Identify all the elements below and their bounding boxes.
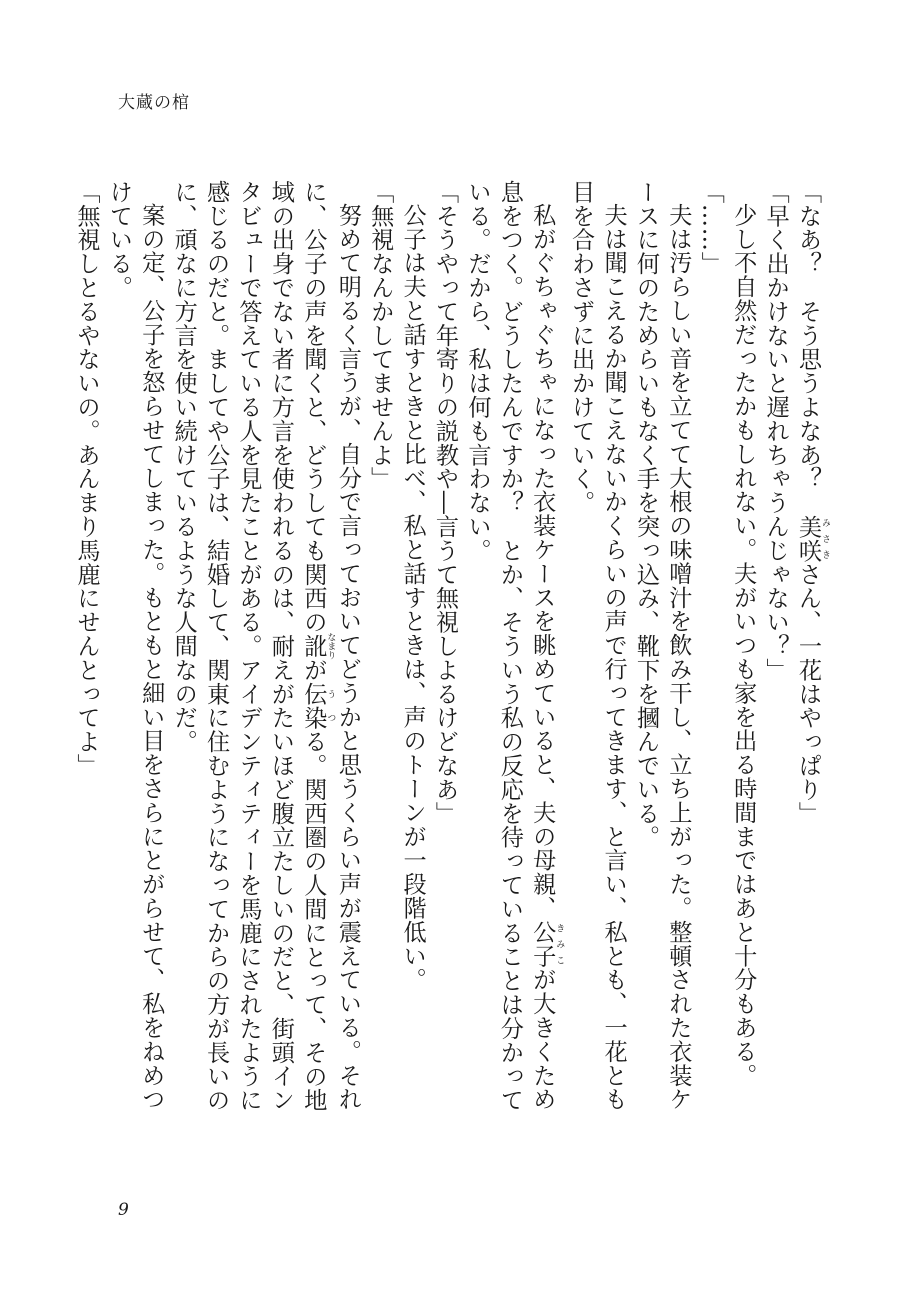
paragraph-p10 [363, 180, 395, 1120]
text-segment: さん、一花はやっぱり」 [794, 562, 822, 826]
ruby-reading: きみこ [554, 920, 565, 968]
body-text [70, 180, 830, 1120]
paragraph-p5 [629, 180, 694, 1120]
ruby-word [299, 632, 336, 660]
page-number: 9 [118, 1200, 129, 1220]
text-segment: 私がぐちゃぐちゃになった衣装ケースを眺めていると、夫の母親、 [528, 203, 556, 921]
running-head: 大蔵の棺 [118, 93, 190, 113]
text-segment: 「……」 [697, 180, 725, 276]
paragraph-p12 [102, 180, 167, 1120]
paragraph-p4 [694, 180, 726, 1120]
paragraph-p11 [167, 180, 364, 1120]
paragraph-p13 [70, 180, 102, 1120]
ruby-reading: みさき [820, 514, 830, 563]
ruby-base: 伝染 [299, 681, 327, 730]
text-segment: る。関西圏の人間にとって、その地域の出身でない者に方言を使われるのは、耐えがたいほど腹立たしいのだと、街頭インタビューで答えている人を見たことがある。アイデンティティーを馬鹿にされたように感じるのだと。ましてや公子は、結婚して、関東に住むようになってからの方が長いのに、頑なに方言を使い続けているような人間なのだ。 [170, 180, 327, 1113]
text-segment: 「無視しとるやないの。あんまり馬鹿にせんとってよ」 [72, 180, 100, 778]
text-segment: 夫は汚らしい音を立てて大根の味噌汁を飲み干し、立ち上がった。整頓された衣装ケースに何のためらいもなく手を突っ込み、靴下を摑んでいる。 [632, 180, 692, 1112]
ruby-reading: うつ [325, 681, 336, 730]
paragraph-p2 [759, 180, 791, 1120]
text-segment: 「なあ？ そう思うよなあ？ [794, 180, 822, 515]
ruby-base: 公子 [528, 920, 556, 968]
text-segment: 公子は夫と話すときと比べ、私と話すときは、声のトーンが一段階低い。 [399, 203, 427, 992]
ruby-word [794, 514, 830, 563]
text-segment: 「そうやって年寄りの説教や―言うて無視しよるけどなあ」 [431, 180, 459, 826]
ruby-word [299, 681, 336, 730]
text-segment: 少し不自然だったかもしれない。夫がいつも家を出る時間まではあと十分もある。 [729, 203, 757, 1088]
text-segment: 「無視なんかしてませんよ」 [366, 180, 394, 491]
text-segment: 案の定、公子を怒らせてしまった。もともと細い目をさらにとがらせて、私をねめつけている。 [105, 180, 165, 1112]
text-segment: 努めて明るく言うが、自分で言っておいてどうかと思うくらい声が震えている。それに、公子の声を聞くと、どうしても関西の [299, 180, 362, 1112]
paragraph-p6 [564, 180, 629, 1120]
text-segment: が [299, 658, 327, 682]
ruby-base: 美咲 [794, 514, 822, 563]
text-segment: 「早く出かけないと遅れちゃうんじゃない？」 [762, 180, 790, 682]
ruby-base: 訛 [299, 632, 327, 660]
paragraph-p7 [461, 180, 565, 1120]
ruby-word [528, 920, 565, 968]
paragraph-p1 [791, 180, 830, 1120]
paragraph-p3 [726, 180, 758, 1120]
text-segment: 夫は聞こえるか聞こえないかくらいの声で行ってきます、と言い、私とも、一花とも目を合わさずに出かけていく。 [567, 180, 628, 1112]
paragraph-p9 [396, 180, 428, 1120]
paragraph-p8 [428, 180, 460, 1120]
text-segment: が大きくため息をつく。どうしたんですか？ とか、そういう私の反応を待っていることは分かっている。だから、私は何も言わない。 [463, 180, 556, 1113]
ruby-reading: なまり [325, 632, 336, 660]
